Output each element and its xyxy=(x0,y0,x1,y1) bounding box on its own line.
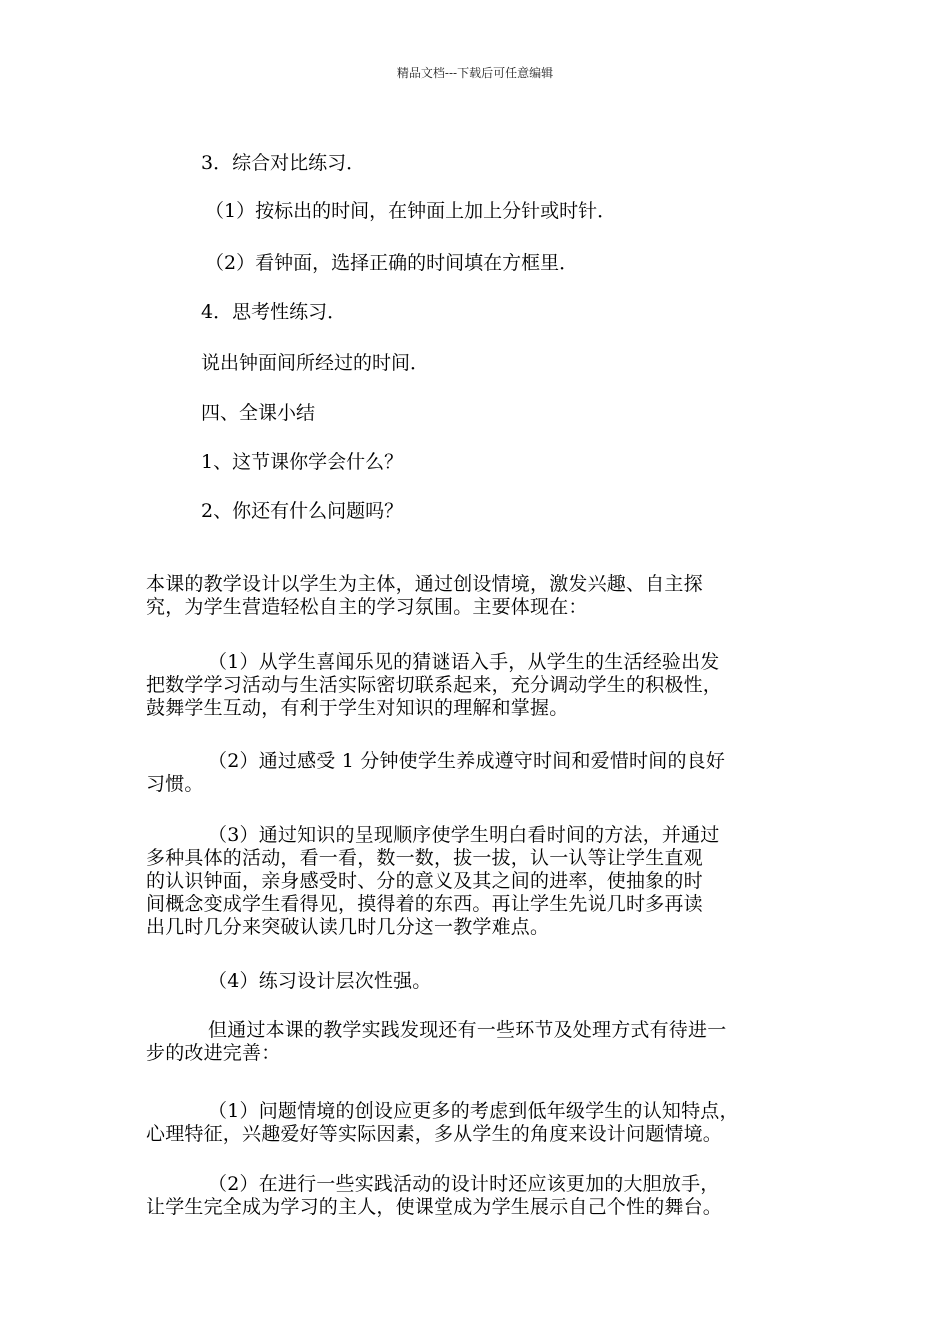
reflection-point-line: 间概念变成学生看得见，摸得着的东西。再让学生先说几时多再读 xyxy=(146,893,703,915)
reflection-point-1 xyxy=(146,651,806,720)
outline-item-exercise-3-2: （2）看钟面，选择正确的时间填在方框里． xyxy=(205,252,579,274)
reflection-point-line: （2）通过感受 1 分钟使学生养成遵守时间和爱惜时间的良好 xyxy=(208,750,726,772)
reflection-improve-line: 让学生完全成为学习的主人，使课堂成为学生展示自己个性的舞台。 xyxy=(146,1196,723,1218)
outline-item-exercise-4: 4．思考性练习． xyxy=(201,301,347,323)
reflection-improve-line: 步的改进完善： xyxy=(146,1042,281,1064)
outline-item-summary-1: 1、这节课你学会什么？ xyxy=(201,451,404,473)
reflection-point-line: 的认识钟面，亲身感受时、分的意义及其之间的进率，使抽象的时 xyxy=(146,870,703,892)
reflection-point-line: （4）练习设计层次性强。 xyxy=(208,970,432,992)
outline-item-exercise-3: 3．综合对比练习． xyxy=(201,152,366,174)
reflection-improve-line: （2）在进行一些实践活动的设计时还应该更加的大胆放手， xyxy=(208,1173,720,1195)
reflection-improve-line: 心理特征，兴趣爱好等实际因素，多从学生的角度来设计问题情境。 xyxy=(146,1123,723,1145)
reflection-intro xyxy=(146,573,806,619)
reflection-point-2 xyxy=(146,750,806,796)
reflection-point-line: 把数学学习活动与生活实际密切联系起来，充分调动学生的积极性， xyxy=(146,674,723,696)
reflection-intro-line: 本课的教学设计以学生为主体，通过创设情境，激发兴趣、自主探 xyxy=(146,573,703,595)
reflection-point-4 xyxy=(146,970,806,993)
reflection-improve-2 xyxy=(146,1173,806,1219)
reflection-point-line: 多种具体的活动，看一看，数一数，拔一拔，认一认等让学生直观 xyxy=(146,847,703,869)
reflection-point-line: 出几时几分来突破认读几时几分这一教学难点。 xyxy=(146,916,550,938)
reflection-improve-1 xyxy=(146,1100,806,1146)
page-header: 精品文档---下载后可任意编辑 xyxy=(396,66,554,80)
reflection-intro-line: 究，为学生营造轻松自主的学习氛围。主要体现在： xyxy=(146,596,588,618)
reflection-point-line: 习惯。 xyxy=(146,773,204,795)
outline-item-summary-2: 2、你还有什么问题吗？ xyxy=(201,500,404,522)
reflection-point-line: 鼓舞学生互动，有利于学生对知识的理解和掌握。 xyxy=(146,697,569,719)
reflection-improve-line: 但通过本课的教学实践发现还有一些环节及处理方式有待进一 xyxy=(208,1019,727,1041)
reflection-point-line: （3）通过知识的呈现顺序使学生明白看时间的方法，并通过 xyxy=(208,824,720,846)
reflection-point-3 xyxy=(146,824,806,939)
outline-item-summary: 四、全课小结 xyxy=(201,402,316,424)
reflection-improve xyxy=(146,1019,806,1065)
reflection-improve-line: （1）问题情境的创设应更多的考虑到低年级学生的认知特点， xyxy=(208,1100,739,1122)
outline-item-exercise-4-text: 说出钟面间所经过的时间． xyxy=(201,352,430,374)
reflection-point-line: （1）从学生喜闻乐见的猜谜语入手，从学生的生活经验出发 xyxy=(208,651,720,673)
outline-item-exercise-3-1: （1）按标出的时间，在钟面上加上分针或时针． xyxy=(205,200,617,222)
